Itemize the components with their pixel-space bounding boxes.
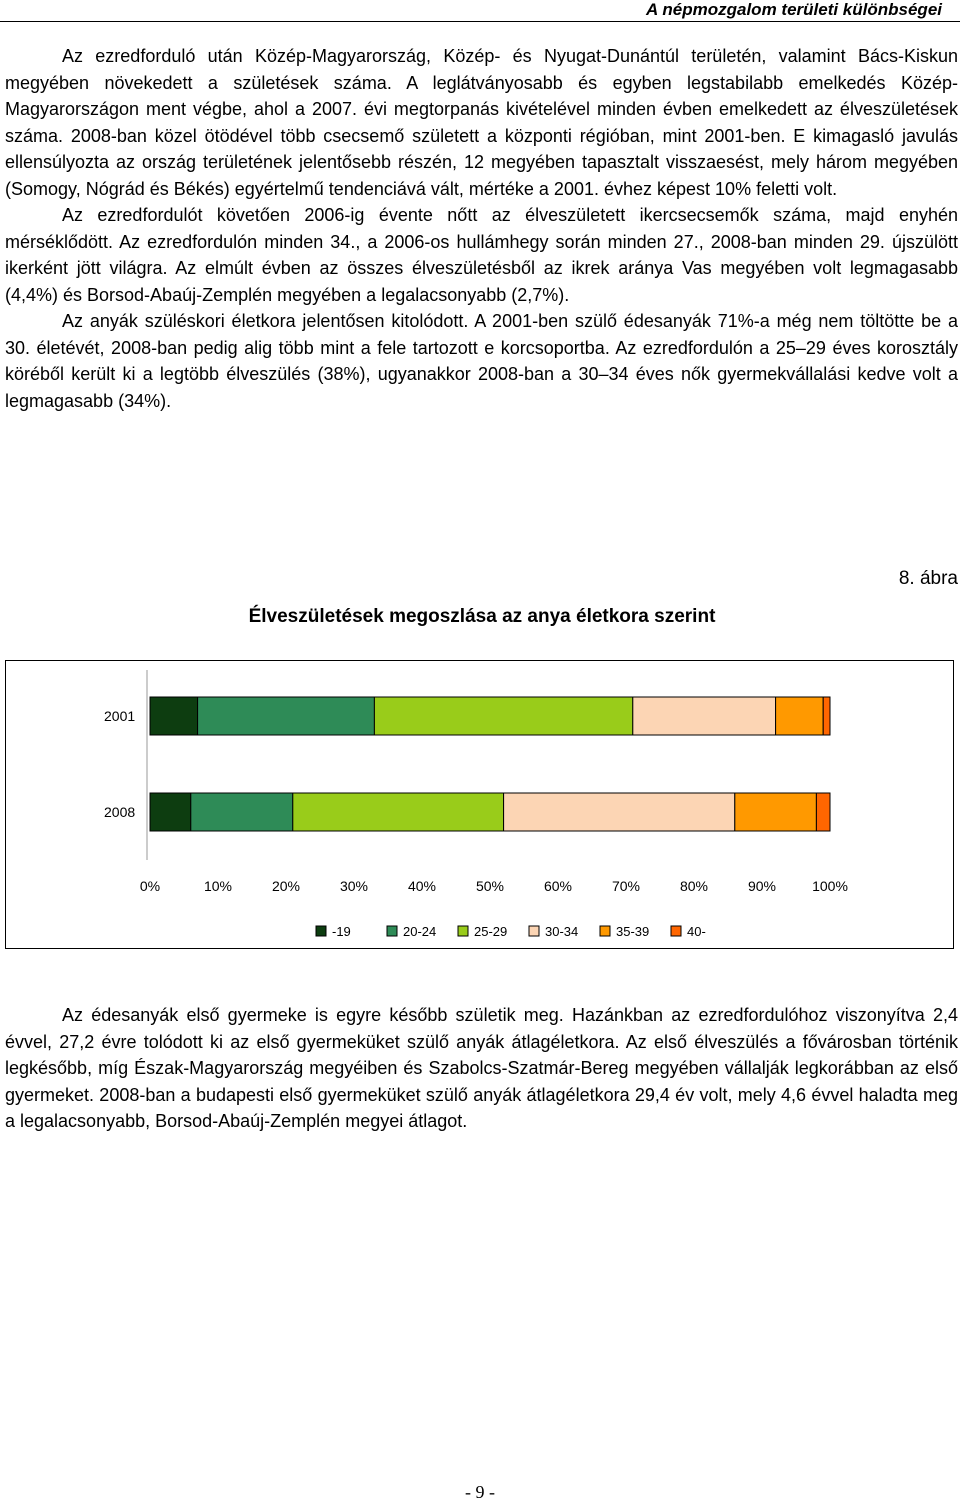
- bar-segment: [816, 793, 830, 831]
- x-tick-label: 40%: [407, 878, 437, 894]
- bar-segment: [776, 697, 824, 735]
- page-number: - 9 -: [465, 1482, 495, 1502]
- x-tick-label: 60%: [543, 878, 573, 894]
- paragraph: Az anyák szüléskori életkora jelentősen kitolódott. A 2001-ben szülő édesanyák 71%-a még nem töltötte be a 30. életévét, 2008-ban pedig alig több mint a fele tartozott e korcsoportba. Az ezredfordulón a 25–29 éves korosztály köréből került ki a legtöbb élveszülés (38%), ugyanakkor 2008-ban a 30–34 éves nők gyermekvállalási kedve volt a legmagasabb (34%).: [5, 311, 958, 411]
- legend-label: -19: [332, 924, 351, 939]
- legend-swatch: [458, 926, 468, 936]
- stacked-bar-chart: [0, 660, 960, 960]
- legend-label: 35-39: [616, 924, 650, 939]
- legend-swatch: [387, 926, 397, 936]
- legend-label: 25-29: [474, 924, 508, 939]
- bar-segment: [293, 793, 504, 831]
- x-tick-label: 90%: [747, 878, 777, 894]
- legend-label: 20-24: [403, 924, 437, 939]
- x-tick-label: 80%: [679, 878, 709, 894]
- header-rule: [0, 21, 960, 22]
- body-text-top: [5, 43, 958, 414]
- category-label: 2008: [104, 804, 136, 820]
- x-tick-label: 70%: [611, 878, 641, 894]
- bar-segment: [735, 793, 817, 831]
- bar-segment: [374, 697, 632, 735]
- x-tick-label: 100%: [812, 878, 848, 894]
- x-tick-label: 20%: [271, 878, 301, 894]
- bar-segment: [198, 697, 375, 735]
- chart-title: Élveszületések megoszlása az anya életkora szerint: [248, 606, 716, 627]
- legend-swatch: [316, 926, 326, 936]
- x-tick-label: 50%: [475, 878, 505, 894]
- paragraph: Az ezredfordulót követően 2006-ig évente nőtt az élveszületett ikercsecsemők száma, majd enyhén mérséklődött. Az ezredfordulón minden 34., a 2006-os hullámhegy során minden 27., 2008-ban minden 29. újszülött ikerként jött világra. Az elmúlt évben az összes élveszületésből az ikrek aránya Vas megyében volt legmagasabb (4,4%) és Borsod-Abaúj-Zemplén megyében a legalacsonyabb (2,7%).: [5, 205, 958, 305]
- bar-segment: [150, 793, 191, 831]
- bar-segment: [150, 697, 198, 735]
- legend-label: 40-: [687, 924, 706, 939]
- legend-swatch: [671, 926, 681, 936]
- figure-label: 8. ábra: [898, 568, 958, 589]
- legend-swatch: [600, 926, 610, 936]
- bar-segment: [191, 793, 293, 831]
- body-text-bottom: [5, 1002, 958, 1135]
- bar-segment: [504, 793, 735, 831]
- x-tick-label: 30%: [339, 878, 369, 894]
- paragraph: Az édesanyák első gyermeke is egyre később születik meg. Hazánkban az ezredfordulóhoz viszonyítva 2,4 évvel, 27,2 évre tolódott ki az első gyermeküket szülő anyák átlagéletkora. Az első élveszülés a fővárosban történik legkésőbb, míg Észak-Magyarország megyéiben és Szabolcs-Szatmár-Bereg megyében vállalják legkorábban az első gyermeket. 2008-ban a budapesti első gyermeküket szülő anyák átlagéletkora 29,4 év volt, mely 4,6 évvel haladta meg a legalacsonyabb, Borsod-Abaúj-Zemplén megyei átlagot.: [5, 1005, 958, 1131]
- bar-segment: [633, 697, 776, 735]
- bar-segment: [823, 697, 830, 735]
- legend-swatch: [529, 926, 539, 936]
- paragraph: Az ezredforduló után Közép-Magyarország, Közép- és Nyugat-Dunántúl területén, valamint Bács-Kiskun megyében növekedett a születések száma. A leglátványosabb és egyben legstabilabb emelkedés Közép-Magyarországon ment végbe, ahol a 2007. évi megtorpanás kivételével minden évben emelkedett az élveszületések száma. 2008-ban közel ötödével több csecsemő született a központi régióban, mint 2001-ben. E kimagasló javulás ellensúlyozta az ország területének jelentősebb részén, 12 megyében tapasztalt visszaesést, mely három megyében (Somogy, Nógrád és Békés) egyértelmű tendenciává vált, mértéke a 2001. évhez képest 10% feletti volt.: [5, 46, 958, 199]
- x-tick-label: 10%: [203, 878, 233, 894]
- legend-label: 30-34: [545, 924, 579, 939]
- x-tick-label: 0%: [139, 878, 161, 894]
- category-label: 2001: [104, 708, 136, 724]
- running-header: A népmozgalom területi különbségei: [646, 0, 942, 19]
